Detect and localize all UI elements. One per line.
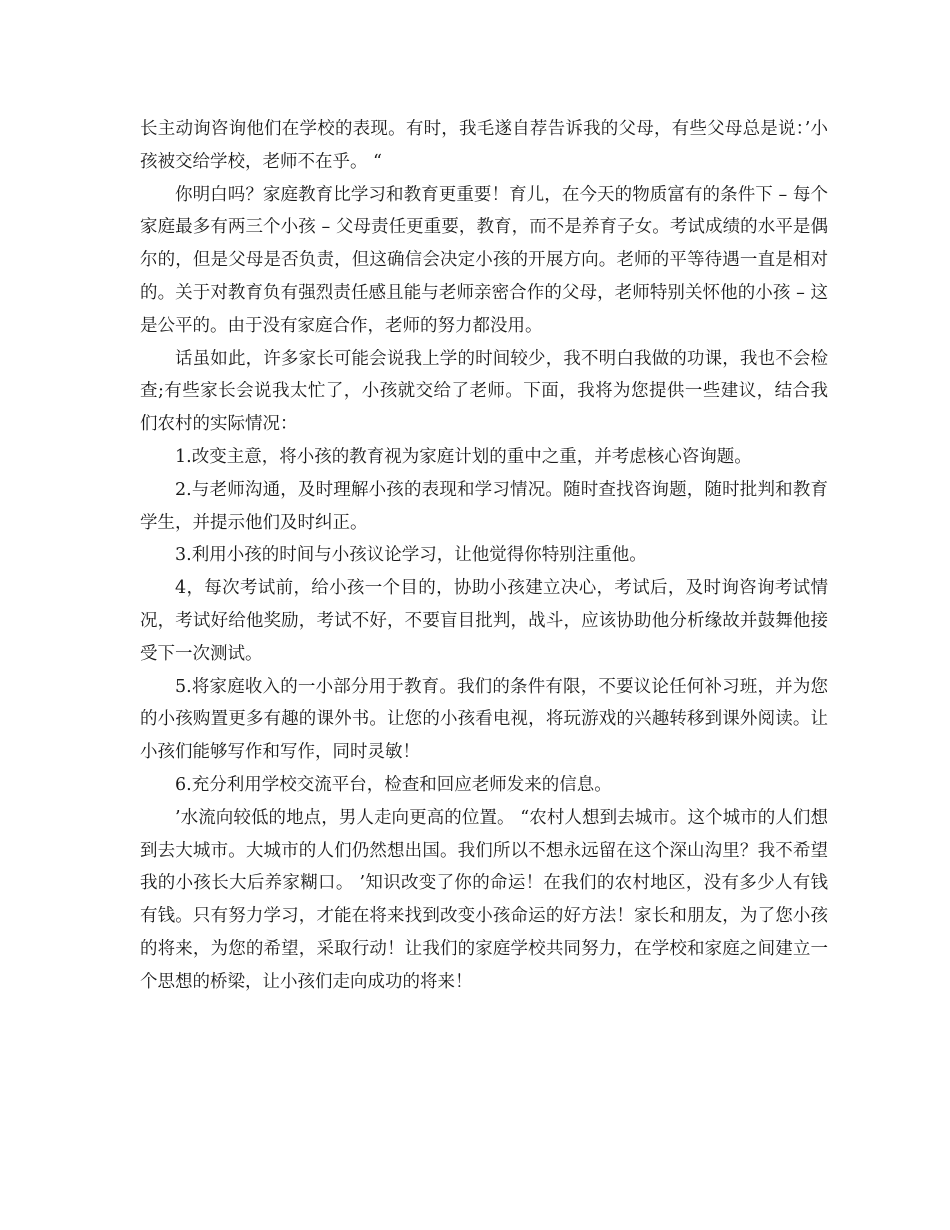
list-item-1: 1.改变主意，将小孩的教育视为家庭计划的重中之重，并考虑核心咨询题。 [175,446,752,467]
list-item-5: 5.将家庭收入的一小部分用于教育。我们的条件有限，不要议论任何补习班，并为您的小孩购置更多有趣的课外书。让您的小孩看电视，将玩游戏的兴趣转移到课外阅读。让小孩们能够写作和写作，同时灵敏！ [140,676,828,763]
list-item-4: 4，每次考试前，给小孩一个目的，协助小孩建立决心，考试后，及时询咨询考试情况，考试好给他奖励，考试不好，不要盲目批判，战斗，应该协助他分析缘故并鼓舞他接受下一次测试。 [140,578,828,664]
paragraph-conclusion: ’水流向较低的地点，男人走向更高的位置。 “农村人想到去城市。这个城市的人们想到去大城市。大城市的人们仍然想出国。我们所以不想永远留在这个深山沟里？我不希望我的小孩长大后养家糊口。 ’知识改变了你的命运！在我们的农村地区，没有多少人有钱有钱。只有努力学习，才能在将来找到改变小孩命运的好方法！家长和朋友，为了您小孩的将来，为您的希望，采取行动！让我们的家庭学校共同努力，在学校和家庭之间建立一个思想的桥梁，让小孩们走向成功的将来！ [140,807,828,992]
paragraph-parent-excuses: 话虽如此，许多家长可能会说我上学的时间较少，我不明白我做的功课，我也不会检查;有些家长会说我太忙了，小孩就交给了老师。下面，我将为您提供一些建议，结合我们农村的实际情况： [140,348,828,435]
paragraph-continuation: 长主动询咨询他们在学校的表现。有时，我毛遂自荐告诉我的父母，有些父母总是说：’小孩被交给学校，老师不在乎。 “ [140,119,828,172]
list-item-3: 3.利用小孩的时间与小孩议论学习，让他觉得你特别注重他。 [175,545,647,566]
list-item-6: 6.充分利用学校交流平台，检查和回应老师发来的信息。 [175,774,612,795]
document-page [140,113,828,999]
list-item-2: 2.与老师沟通，及时理解小孩的表现和学习情况。随时查找咨询题，随时批判和教育学生，并提示他们及时纠正。 [140,479,828,533]
paragraph-family-education: 你明白吗？家庭教育比学习和教育更重要！育儿，在今天的物质富有的条件下 – 每个家庭最多有两三个小孩 – 父母责任更重要，教育，而不是养育子女。考试成绩的水平是偶尔的，但是父母是否负责，但这确信会决定小孩的开展方向。老师的平等待遇一直是相对的。关于对教育负有强烈责任感且能与老师亲密合作的父母，老师特别关怀他的小孩 – 这是公平的。由于没有家庭合作，老师的努力都没用。 [140,184,828,336]
